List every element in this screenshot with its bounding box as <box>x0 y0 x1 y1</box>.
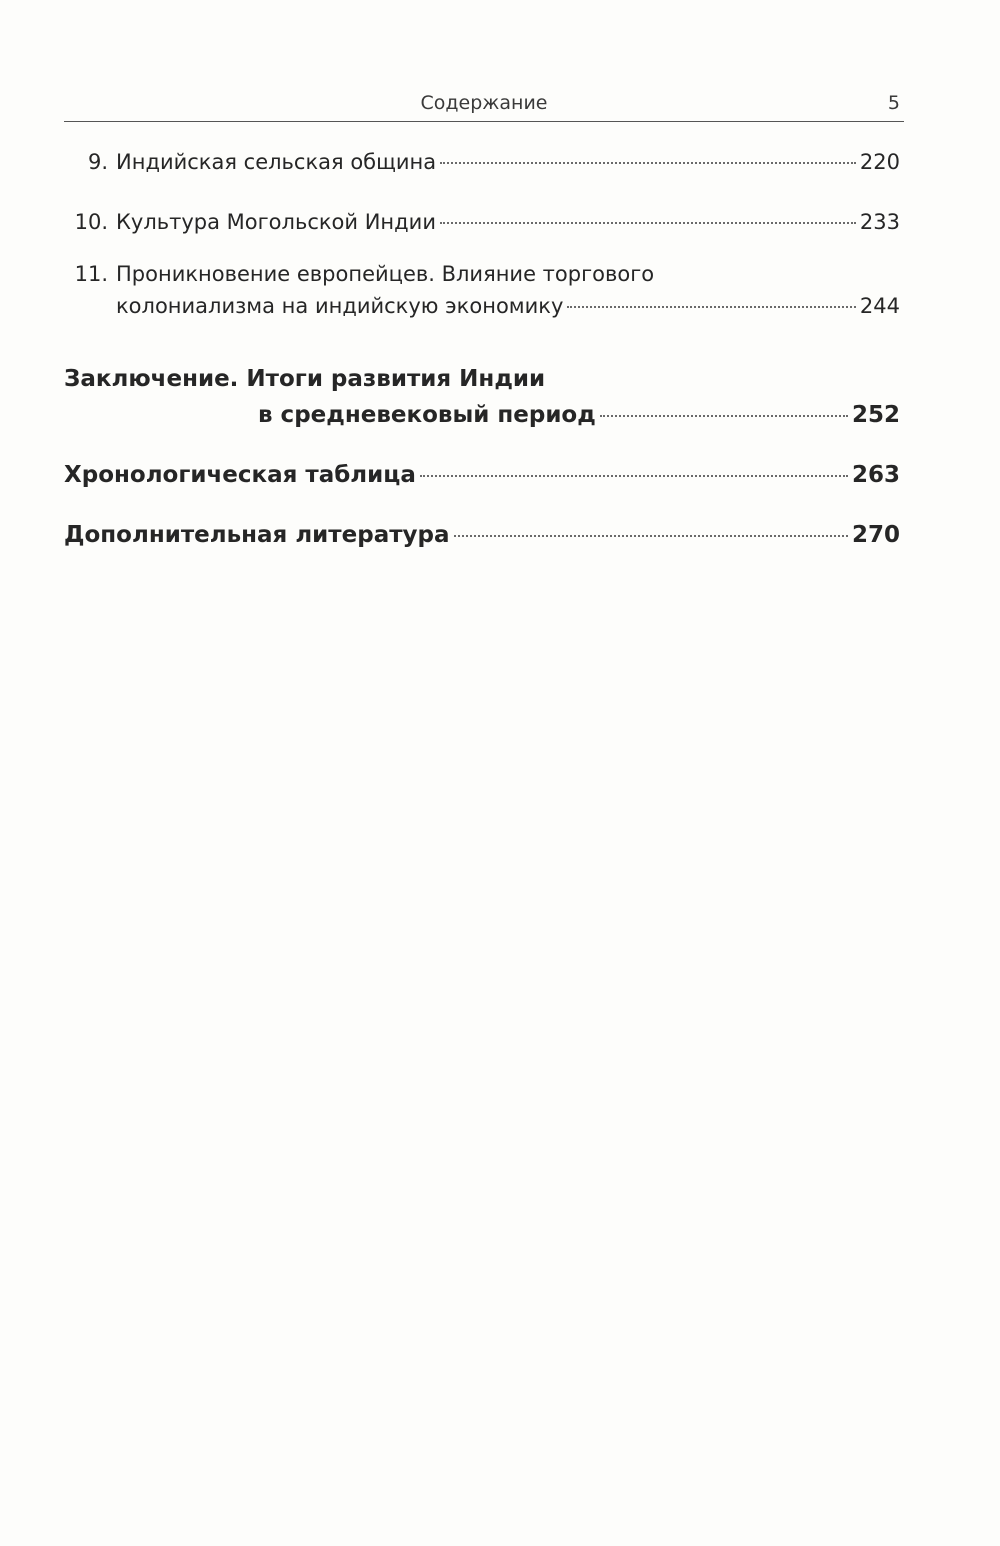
toc-entry-title-line1: Заключение. Итоги развития Индии <box>64 366 546 392</box>
toc-line <box>64 258 900 290</box>
toc-entry-literature[interactable] <box>64 518 900 552</box>
toc-line <box>64 290 900 322</box>
toc-entry-title: Индийская сельская община <box>116 150 437 174</box>
toc-entry-10[interactable] <box>64 206 900 238</box>
header-rule <box>64 121 904 122</box>
toc-entry-page: 244 <box>859 294 900 318</box>
toc-entry-title-line2: в средневековый период <box>258 402 596 428</box>
toc-entry-title-line2: колониализма на индийскую экономику <box>116 294 564 318</box>
page-number: 5 <box>887 92 900 114</box>
dot-leader <box>454 535 848 537</box>
toc-line <box>64 518 900 552</box>
dot-leader <box>420 475 848 477</box>
toc-entry-number: 9. <box>87 150 108 174</box>
toc-line <box>64 206 900 238</box>
toc-entry-11[interactable] <box>64 258 900 322</box>
book-page <box>64 0 904 1546</box>
table-of-contents <box>64 146 900 552</box>
toc-entry-title-line1: Проникновение европейцев. Влияние торгового <box>116 262 655 286</box>
toc-entry-9[interactable] <box>64 146 900 178</box>
toc-entry-chronology[interactable] <box>64 458 900 492</box>
toc-entry-page: 220 <box>859 150 900 174</box>
toc-entry-number: 10. <box>74 210 108 234</box>
toc-entry-conclusion[interactable] <box>64 362 900 432</box>
toc-entry-title: Хронологическая таблица <box>64 462 416 488</box>
toc-entry-page: 252 <box>851 402 900 428</box>
toc-entry-page: 270 <box>851 522 900 548</box>
toc-entry-title: Культура Могольской Индии <box>116 210 436 234</box>
toc-entry-page: 233 <box>859 210 900 234</box>
running-head <box>64 90 904 118</box>
running-title: Содержание <box>420 92 548 114</box>
toc-line <box>64 398 900 432</box>
dot-leader <box>440 162 856 164</box>
dot-leader <box>567 306 856 308</box>
toc-entry-number: 11. <box>74 262 108 286</box>
toc-line <box>64 362 900 396</box>
toc-line <box>64 146 900 178</box>
dot-leader <box>600 415 848 417</box>
dot-leader <box>440 222 856 224</box>
toc-entry-page: 263 <box>851 462 900 488</box>
toc-line <box>64 458 900 492</box>
toc-entry-title: Дополнительная литература <box>64 522 450 548</box>
